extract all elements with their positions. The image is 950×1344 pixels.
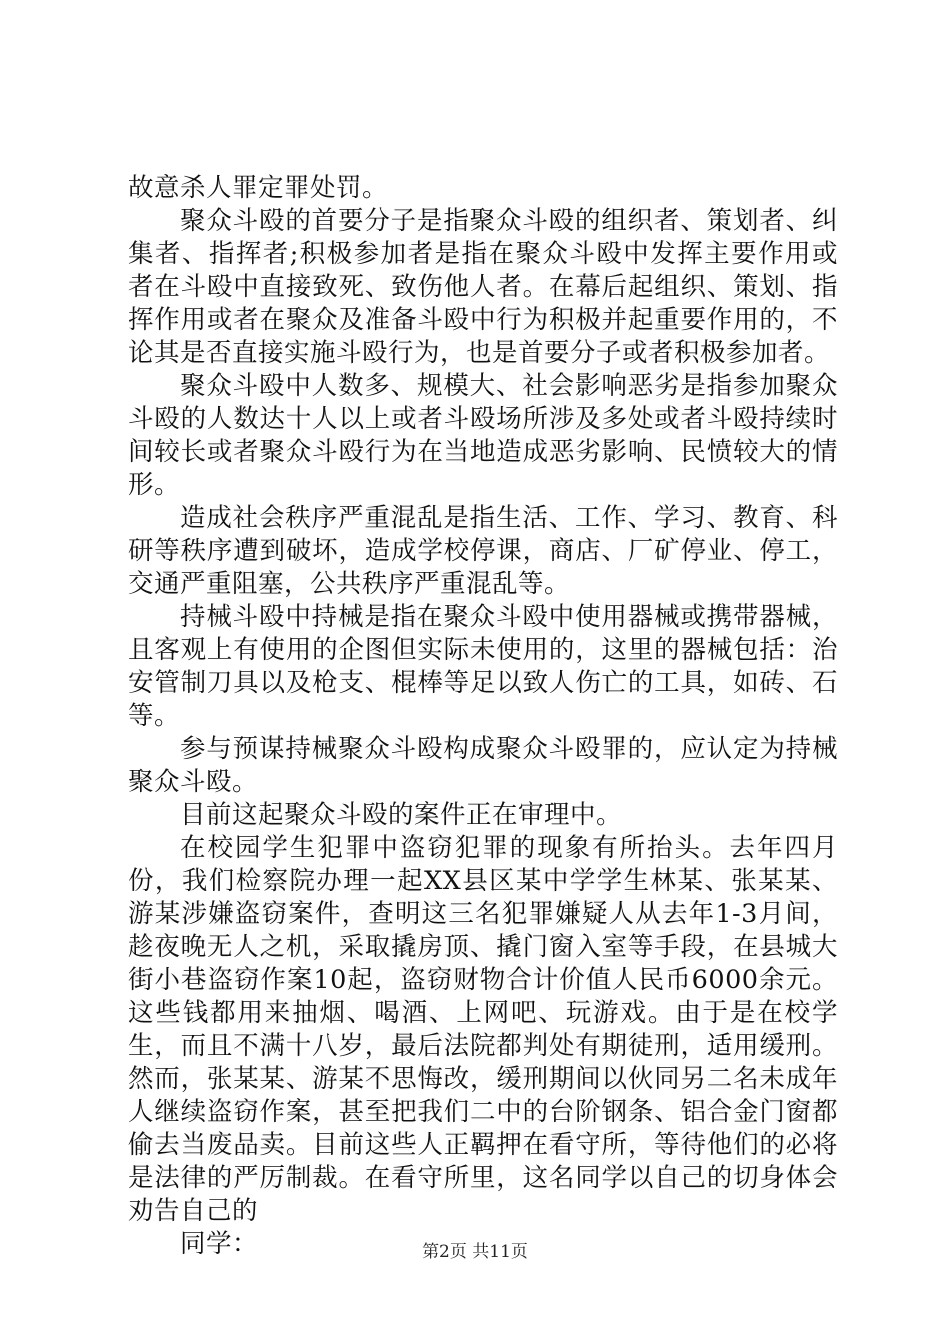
paragraph: 持械斗殴中持械是指在聚众斗殴中使用器械或携带器械，且客观上有使用的企图但实际未使用的，这里的器械包括：治安管制刀具以及枪支、棍棒等足以致人伤亡的工具，如砖、石等。 — [128, 602, 838, 731]
paragraph: 聚众斗殴的首要分子是指聚众斗殴的组织者、策划者、纠集者、指挥者;积极参加者是指在聚众斗殴中发挥主要作用或者在斗殴中直接致死、致伤他人者。在幕后起组织、策划、指挥作用或者在聚众及准备斗殴中行为积极并起重要作用的，不论其是否直接实施斗殴行为，也是首要分子或者积极参加者。 — [128, 206, 838, 368]
paragraph: 参与预谋持械聚众斗殴构成聚众斗殴罪的，应认定为持械聚众斗殴。 — [128, 734, 838, 797]
paragraph: 故意杀人罪定罪处罚。 — [128, 173, 389, 203]
paragraph: 造成社会秩序严重混乱是指生活、工作、学习、教育、科研等秩序遭到破坏，造成学校停课，商店、厂矿停业、停工，交通严重阻塞，公共秩序严重混乱等。 — [128, 503, 838, 599]
paragraph: 同学： — [180, 1229, 259, 1259]
paragraph: 目前这起聚众斗殴的案件正在审理中。 — [180, 800, 623, 830]
page-footer: 第2页 共11页 — [422, 1242, 528, 1262]
paragraph: 在校园学生犯罪中盗窃犯罪的现象有所抬头。去年四月份，我们检察院办理一起XX县区某中学学生林某、张某某、游某涉嫌盗窃案件，查明这三名犯罪嫌疑人从去年1-3月间，趁夜晚无人之机，采取撬房顶、撬门窗入室等手段，在县城大街小巷盗窃作案10起，盗窃财物合计价值人民币6000余元。这些钱都用来抽烟、喝酒、上网吧、玩游戏。由于是在校学生，而且不满十八岁，最后法院都判处有期徒刑，适用缓刑。然而，张某某、游某不思悔改，缓刑期间以伙同另二名未成年人继续盗窃作案，甚至把我们二中的台阶钢条、铝合金门窗都偷去当废品卖。目前这些人正羁押在看守所，等待他们的必将是法律的严厉制裁。在看守所里，这名同学以自己的切身体会劝告自己的 — [128, 833, 838, 1226]
paragraph: 聚众斗殴中人数多、规模大、社会影响恶劣是指参加聚众斗殴的人数达十人以上或者斗殴场所涉及多处或者斗殴持续时间较长或者聚众斗殴行为在当地造成恶劣影响、民愤较大的情形。 — [128, 371, 838, 500]
document-body — [128, 172, 838, 1261]
